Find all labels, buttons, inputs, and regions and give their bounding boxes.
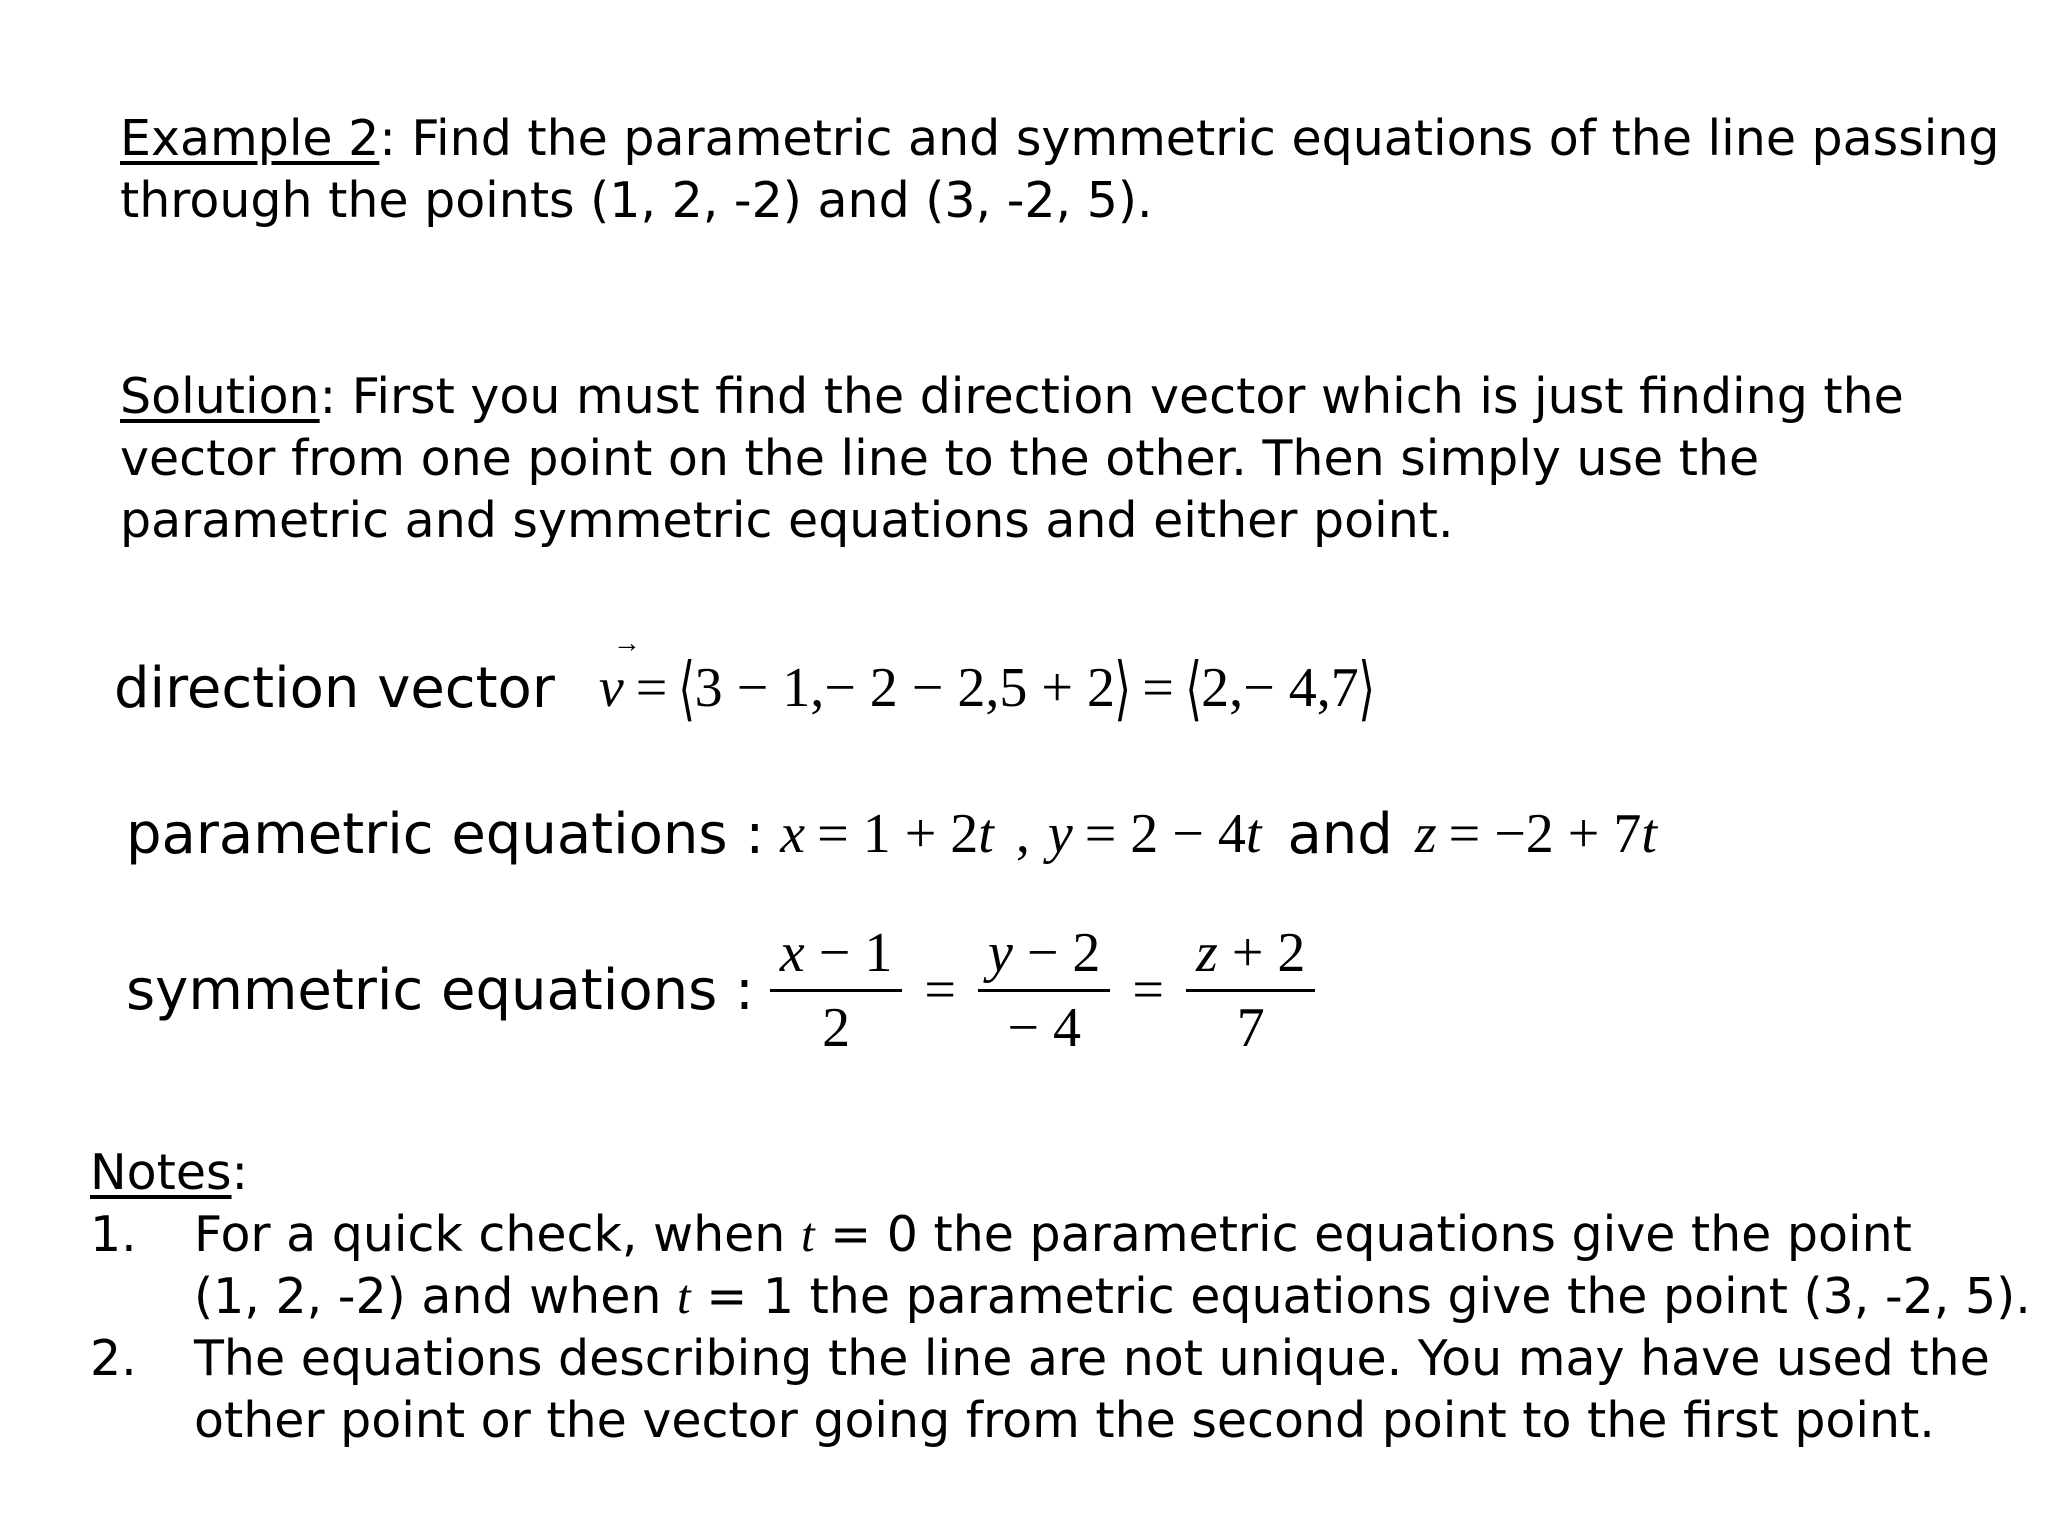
example-line-2: through the points (1, 2, -2) and (3, -2, 5). <box>120 172 1153 229</box>
fraction-z: $\frac{z + 2}{7}$ <box>1186 921 1315 1060</box>
left-angle-bracket: ⟨ <box>1185 647 1202 729</box>
solution-line-1: Solution: First you must find the direction vector which is just finding the <box>120 368 1904 425</box>
fraction-y: $\frac{y - 2}{- 4}$ <box>978 921 1110 1060</box>
parametric-label: parametric equations : <box>126 801 765 867</box>
solution-line-3: parametric and symmetric equations and either point. <box>120 492 1454 549</box>
solution-line-2: vector from one point on the line to the other. Then simply use the <box>120 430 1760 487</box>
symmetric-label: symmetric equations : <box>126 957 754 1023</box>
symmetric-equations: symmetric equations : $\frac{x - 1}{2}$ = $\frac{y - 2}{- 4}$ = $\frac{z + 2}{7}$ <box>126 915 1325 1065</box>
vector-arrow: → <box>612 628 641 659</box>
left-angle-bracket: ⟨ <box>678 647 696 729</box>
solution-label: Solution <box>120 368 320 425</box>
right-angle-bracket: ⟩ <box>1358 647 1375 729</box>
parametric-equations: parametric equations : x = 1 + 2 t , y = 2 − 4 t and z = −2 + 7 t <box>126 801 1657 867</box>
right-angle-bracket: ⟩ <box>1114 647 1131 729</box>
direction-difference: 3 − 1,− 2 − 2,5 + 2 <box>694 657 1115 719</box>
fraction-x: $\frac{x - 1}{2}$ <box>770 921 902 1060</box>
example-line-1: Example 2: Find the parametric and symmetric equations of the line passing <box>120 110 2000 167</box>
direction-label: direction vector <box>114 655 555 721</box>
example-label: Example 2 <box>120 110 380 167</box>
notes-section <box>90 1142 2031 1452</box>
example-statement <box>120 108 2000 232</box>
note-item-2: 2. The equations describing the line are not unique. You may have used the other point or the vector going from the second point to the first point. <box>90 1330 1990 1449</box>
direction-vector-equation: direction vector → v = ⟨ 3 − 1,− 2 − 2,5 + 2 ⟩ = ⟨ 2,− 4,7 ⟩ <box>114 628 1375 729</box>
direction-result: 2,− 4,7 <box>1201 657 1359 719</box>
vector-v: → v <box>598 628 641 719</box>
notes-heading: Notes: <box>90 1144 249 1201</box>
solution-text <box>120 366 1904 552</box>
note-item-1: 1. For a quick check, when t = 0 the parametric equations give the point (1, 2, -2) and when t = 1 the parametric equations give the point (3, -2, 5). <box>90 1206 2031 1325</box>
